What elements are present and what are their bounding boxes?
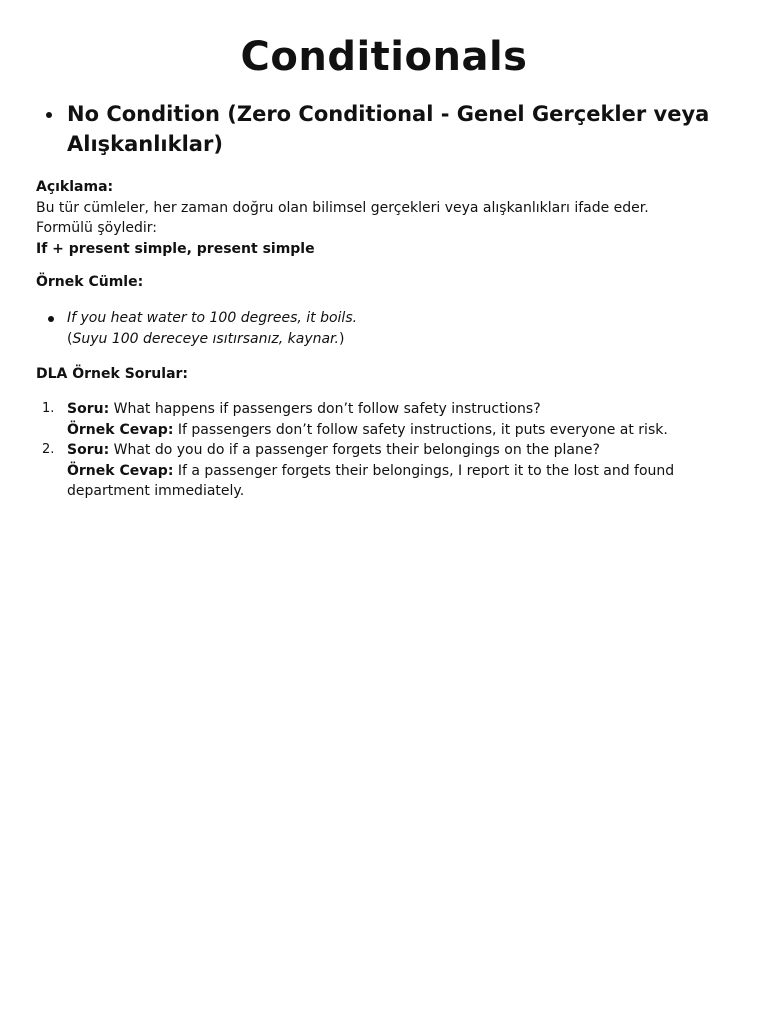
example-label: Örnek Cümle:: [36, 274, 144, 290]
formula-intro: Formülü şöyledir:: [36, 220, 158, 236]
section-heading: No Condition (Zero Conditional - Genel Gerçekler veya Alışkanlıklar): [36, 99, 736, 159]
example-list: [36, 308, 736, 349]
description-text: Bu tür cümleler, her zaman doğru olan bilimsel gerçekleri veya alışkanlıkları ifade eder.: [36, 199, 649, 216]
dla-label: DLA Örnek Sorular:: [36, 366, 189, 382]
answer-text: If passengers don’t follow safety instructions, it puts everyone at risk.: [177, 421, 668, 438]
answer-label: Örnek Cevap:: [67, 421, 174, 438]
question-text: What do you do if a passenger forgets their belongings on the plane?: [113, 442, 600, 458]
question-label: Soru:: [67, 401, 110, 417]
description-label: Açıklama:: [36, 179, 114, 195]
question-line: [67, 399, 736, 420]
answer-text: If a passenger forgets their belongings, I report it to the lost and found department immediately.: [67, 462, 675, 499]
example-translation: Suyu 100 dereceye ısıtırsanız, kaynar.: [72, 330, 339, 347]
question-item: [36, 440, 736, 502]
question-text: What happens if passengers don’t follow safety instructions?: [113, 401, 541, 417]
example-item: [36, 308, 736, 349]
example-sentence: If you heat water to 100 degrees, it boils.: [67, 310, 358, 326]
answer-label: Örnek Cevap:: [67, 462, 174, 479]
paren-close: ): [338, 330, 345, 347]
section-heading-list: [36, 99, 736, 159]
formula-text: If + present simple, present simple: [36, 240, 315, 257]
question-label: Soru:: [67, 442, 110, 458]
question-number: 2.: [42, 442, 55, 457]
document-title: Conditionals: [240, 34, 528, 80]
question-line: [67, 440, 736, 461]
answer-line: [67, 420, 736, 441]
question-item: [36, 399, 736, 440]
paren-open: (: [67, 330, 73, 347]
example-translation-line: [67, 329, 736, 350]
answer-line: [67, 461, 736, 502]
question-number: 1.: [42, 401, 55, 416]
question-list: [36, 399, 736, 502]
description-block: [36, 177, 736, 259]
